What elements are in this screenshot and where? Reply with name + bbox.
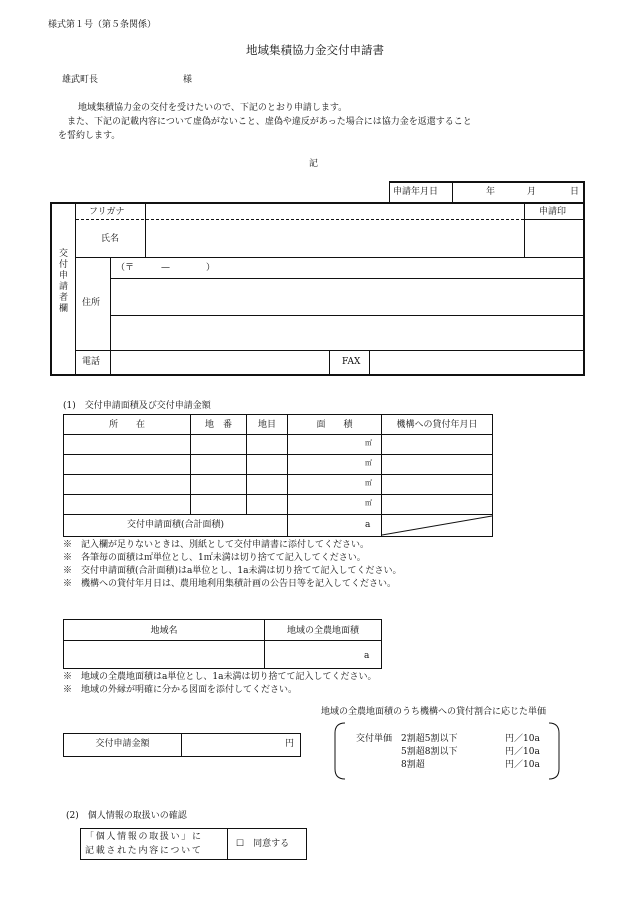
unit-a: a [365,520,371,530]
application-date-label: 申請年月日 [393,187,439,197]
section2-heading: (2) 個人情報の取扱いの確認 [66,811,187,821]
intro-line-1: 地域集積協力金の交付を受けたいので、下記のとおり申請します。 [78,103,348,113]
ki-mark: 記 [309,159,319,169]
form-number: 様式第１号（第５条関係） [48,20,157,30]
unit-price-range: 2割超5割以下 [401,734,458,744]
region-name-label: 地域名 [150,626,178,636]
fax-field[interactable] [370,351,583,374]
header-lease-date: 機構への貸付年月日 [396,420,478,430]
address-field-2[interactable] [111,316,584,350]
addressee: 雄武町長 [62,75,99,85]
unit-a: a [364,651,370,661]
phone-label: 電話 [82,357,101,367]
unit-price-label: 交付単価 [356,734,393,744]
unit-m2: ㎡ [365,439,372,447]
postal-code-label: （〒 — ） [116,263,216,273]
name-label: 氏名 [101,234,120,244]
unit-price-value: 円／10a [505,734,540,744]
diagonal-strike [382,515,492,536]
intro-line-3: を誓約します。 [58,131,121,141]
note: ※ 各筆毎の面積は㎡単位とし、1㎡未満は切り捨てて記入してください。 [63,553,366,563]
furigana-label: フリガナ [89,207,125,217]
seal-label: 申請印 [539,207,567,217]
privacy-text-line1: 「個人情報の取扱い」に [85,832,203,842]
month-label: 月 [527,187,537,197]
agree-checkbox[interactable]: ☐ 同意する [236,839,290,849]
page-title: 地域集積協力金交付申請書 [246,43,384,57]
address-field-1[interactable] [111,279,584,314]
note: ※ 機構への貸付年月日は、農用地利用集積計画の公告日等を記入してください。 [63,579,397,589]
unit-price-value: 円／10a [505,747,540,757]
header-lot-number: 地 番 [204,420,232,430]
note: ※ 記入欄が足りないときは、別紙として交付申請書に添付してください。 [63,540,370,550]
section1-heading: (1) 交付申請面積及び交付申請金額 [63,401,211,411]
intro-line-2: また、下記の記載内容について虚偽がないこと、虚偽や違反があった場合には協力金を返還すること [67,117,472,127]
honorific: 様 [183,75,193,85]
total-area-label: 交付申請面積(合計面積) [126,520,225,530]
header-land-category: 地目 [257,420,276,430]
unit-price-heading: 地域の全農地面積のうち機構への貸付割合に応じた単価 [321,707,547,717]
amount-unit: 円 [285,739,295,749]
region-area-label: 地域の全農地面積 [286,626,359,636]
header-location: 所 在 [108,420,145,430]
amount-label: 交付申請金額 [95,739,150,749]
applicant-section-label: 交付申請者欄 [57,248,67,314]
unit-m2: ㎡ [365,499,372,507]
furigana-field[interactable] [146,204,523,218]
unit-price-range: 8割超 [401,760,425,770]
day-label: 日 [570,187,580,197]
region-area-field[interactable] [265,641,360,667]
seal-field[interactable] [525,220,583,257]
note: ※ 地域の全農地面積はa単位とし、1a未満は切り捨てて記入してください。 [63,672,377,682]
amount-field[interactable] [182,734,282,756]
fax-label: FAX [342,357,361,367]
unit-m2: ㎡ [365,459,372,467]
unit-price-value: 円／10a [505,760,540,770]
unit-m2: ㎡ [365,479,372,487]
region-name-field[interactable] [64,641,263,667]
phone-field[interactable] [111,351,329,374]
note: ※ 地域の外縁が明確に分かる図面を添付してください。 [63,685,298,695]
note: ※ 交付申請面積(合計面積)はa単位とし、1a未満は切り捨てて記入してください。 [63,566,402,576]
unit-price-range: 5割超8割以下 [401,747,458,757]
name-field[interactable] [146,220,523,257]
address-label: 住所 [82,298,101,308]
header-area: 面 積 [316,420,353,430]
year-label: 年 [486,187,496,197]
privacy-text-line2: 記載された内容について [85,846,203,856]
